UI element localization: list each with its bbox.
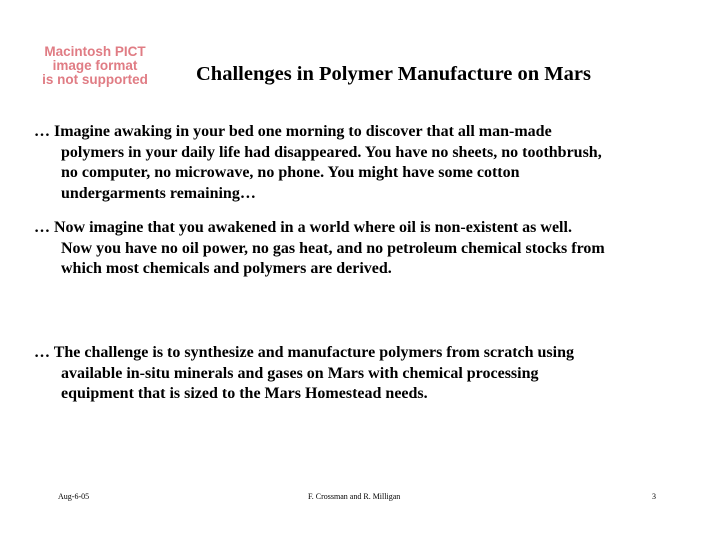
paragraph-line: which most chemicals and polymers are derived. — [61, 260, 392, 277]
paragraph-no-oil — [34, 218, 710, 280]
paragraph-line: equipment that is sized to the Mars Homestead needs. — [61, 385, 428, 402]
paragraph-line: … Imagine awaking in your bed one morning to discover that all man-made — [34, 123, 552, 140]
paragraph-line: … The challenge is to synthesize and manufacture polymers from scratch using — [34, 344, 574, 361]
paragraph-imagine-awaking — [34, 122, 710, 204]
paragraph-line: Now you have no oil power, no gas heat, and no petroleum chemical stocks from — [61, 239, 605, 257]
placeholder-line: is not supported — [42, 72, 148, 87]
placeholder-line: image format — [52, 58, 138, 73]
paragraph-line: undergarments remaining… — [61, 184, 256, 202]
paragraph-line: polymers in your daily life had disappeared. You have no sheets, no toothbrush, — [61, 143, 602, 161]
paragraph-line: available in-situ minerals and gases on Mars with chemical processing — [61, 364, 539, 382]
slide-title: Challenges in Polymer Manufacture on Mars — [196, 63, 591, 85]
paragraph-line: … Now imagine that you awakened in a world where oil is non-existent as well. — [34, 219, 572, 236]
placeholder-line: Macintosh PICT — [44, 44, 146, 59]
footer-page-number: 3 — [652, 492, 656, 501]
footer-date: Aug-6-05 — [58, 492, 90, 501]
paragraph-line: no computer, no microwave, no phone. You might have some cotton — [61, 164, 520, 181]
paragraph-the-challenge — [34, 343, 710, 405]
unsupported-image-placeholder — [20, 45, 170, 93]
footer-authors: F. Crossman and R. Milligan — [308, 492, 401, 501]
